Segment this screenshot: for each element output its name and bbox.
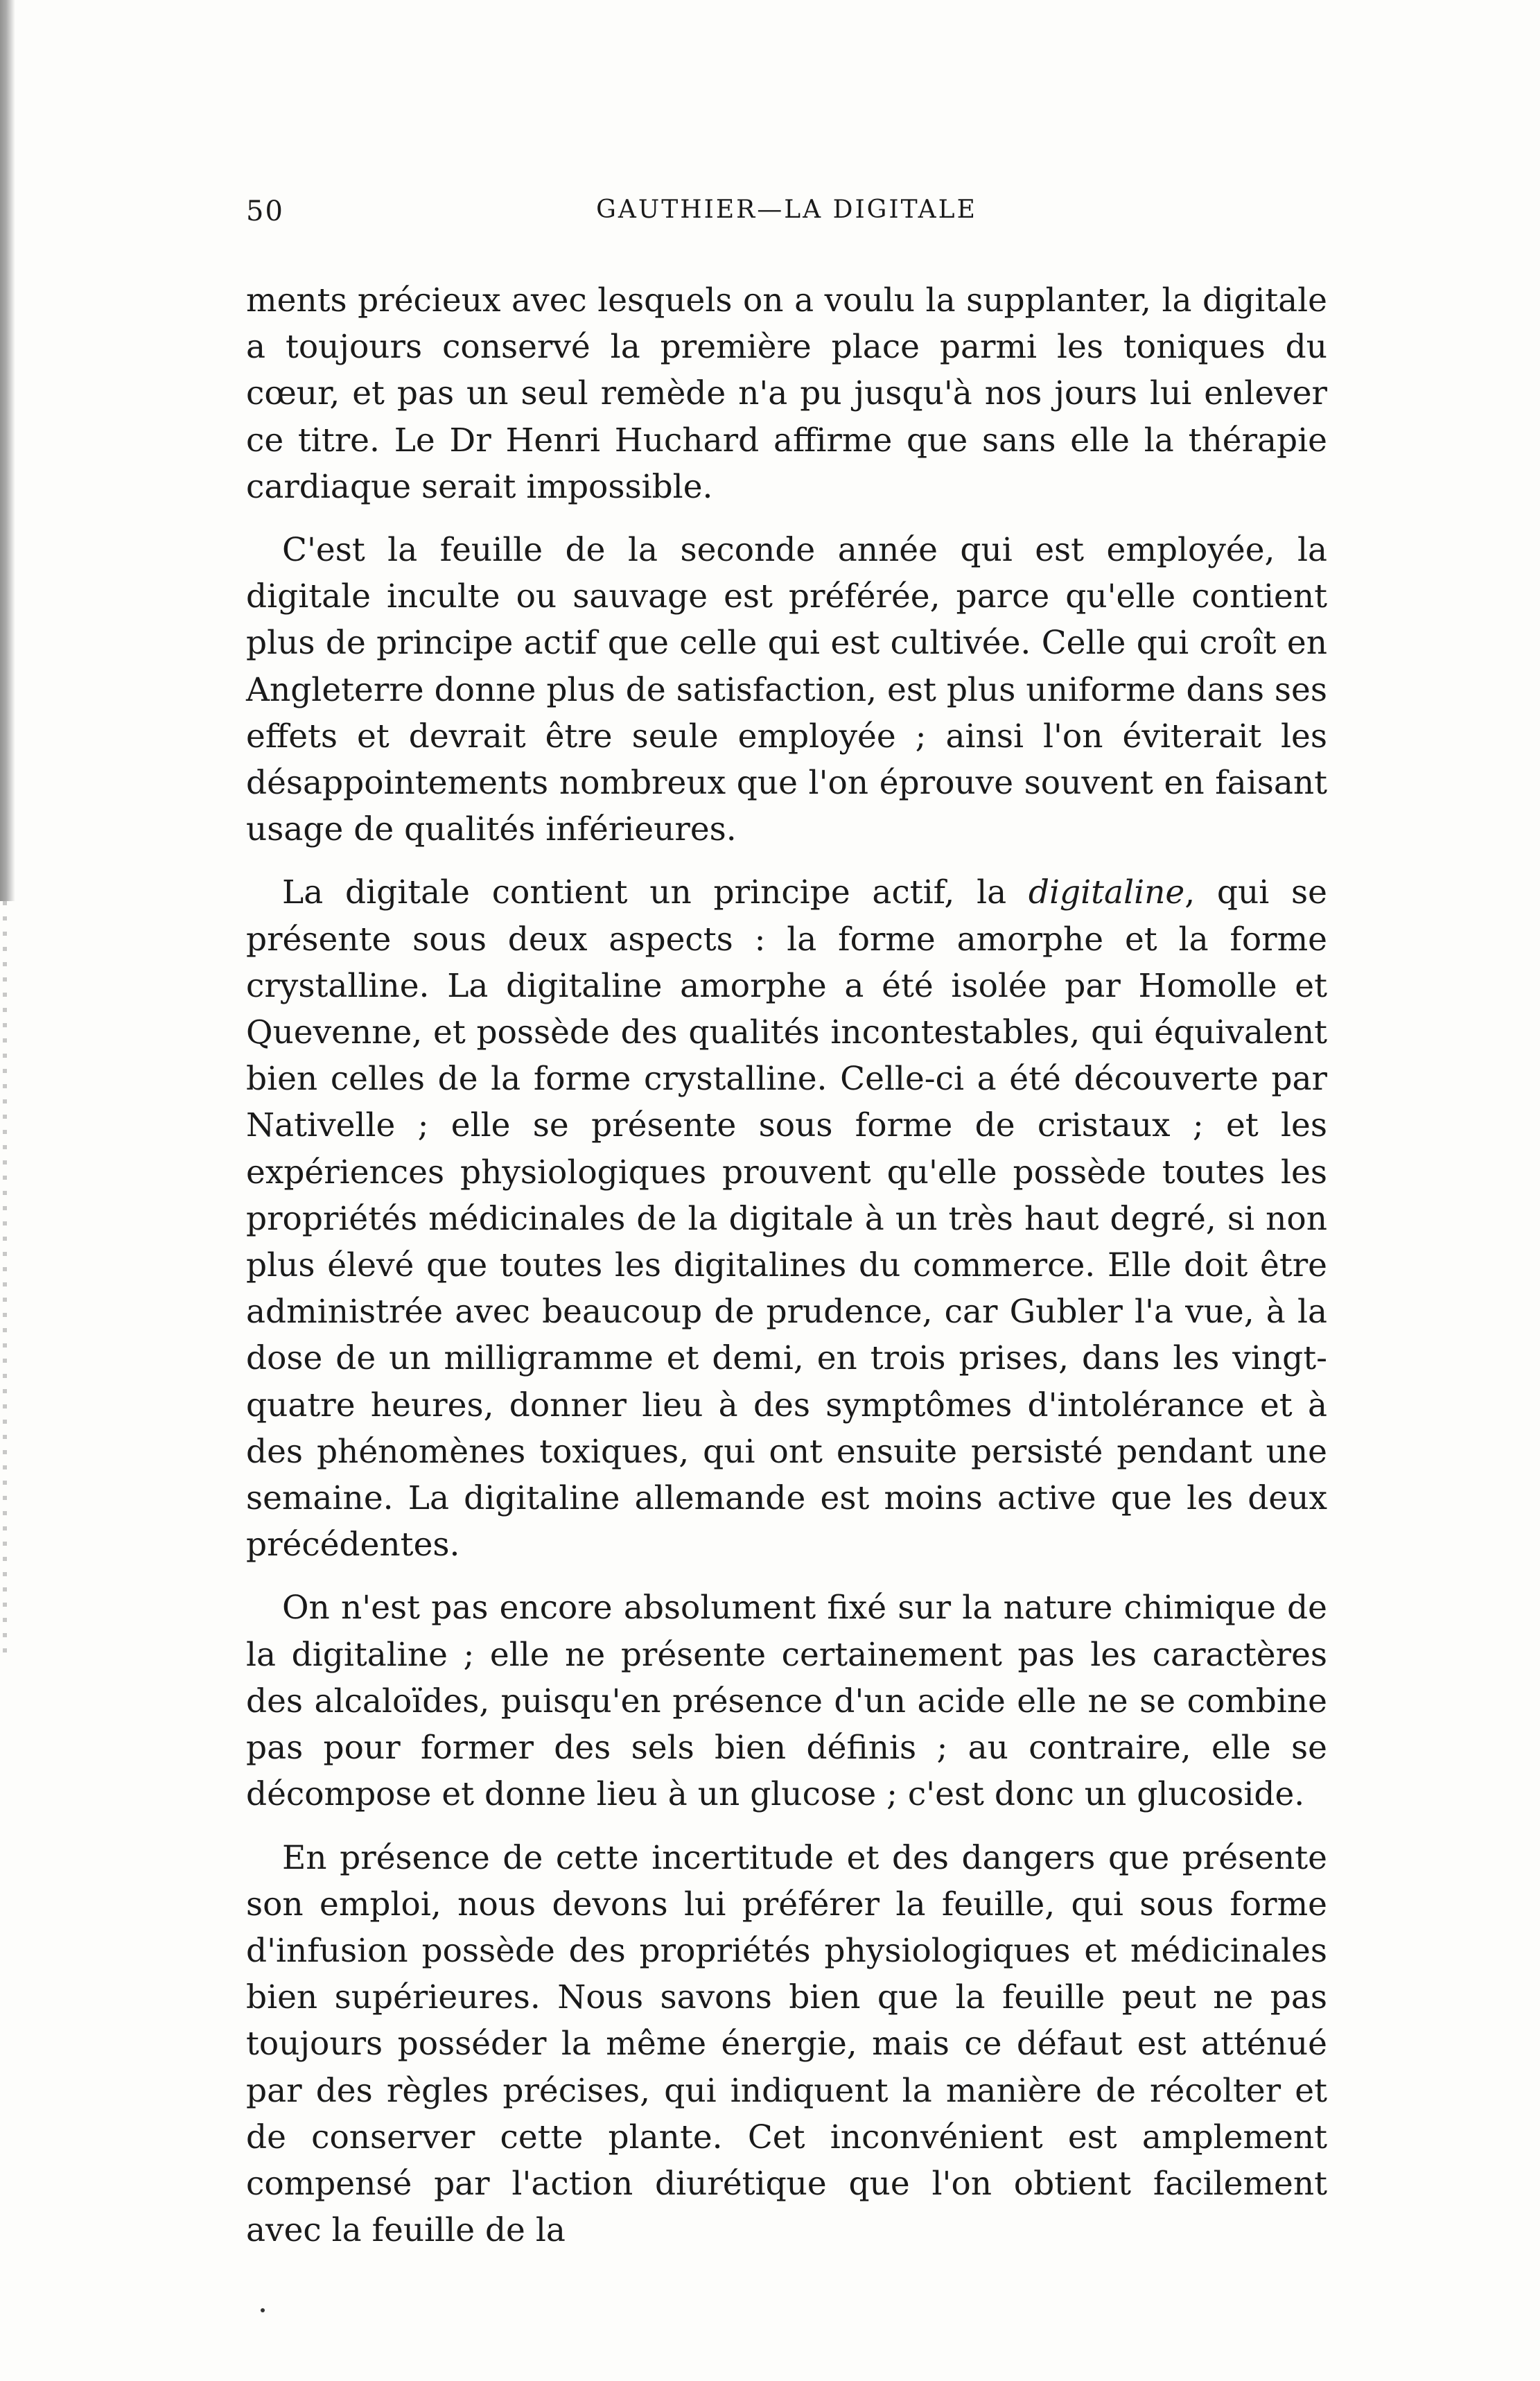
scan-speck [261, 2308, 265, 2312]
binding-shadow [0, 0, 15, 901]
binding-dots [3, 901, 7, 1664]
paragraph-5: En présence de cette incertitude et des dangers que présente son emploi, nous devons lui préférer la feuille, qui sous forme d'infusion possède des propriétés physiologiques et médicinales bien supérieures. Nous savons bien que la feuille peut ne pas toujours posséder la même énergie, mais ce défaut est atténué par des règles précises, qui indiquent la manière de récolter et de conserver cette plante. Cet inconvénient est amplement compensé par l'action diurétique que l'on obtient facilement avec la feuille de la [246, 1838, 1327, 2250]
paragraph-2: C'est la feuille de la seconde année qui est employée, la digitale inculte ou sauvage est préférée, parce qu'elle contient plus de principe actif que celle qui est cultivée. Celle qui croît en Angleterre donne plus de satisfaction, est plus uniforme dans ses effets et devrait être seule employée ; ainsi l'on éviterait les désappointements nombreux que l'on éprouve souvent en faisant usage de qualités inférieures. [246, 531, 1327, 849]
digitaline-italic: digitaline [1028, 873, 1185, 912]
body-text [246, 277, 1327, 2270]
paragraph-3 [246, 869, 1327, 1568]
running-head [246, 195, 1327, 244]
paragraph-3-before: La digitale contient un principe actif, la [282, 873, 1029, 912]
paragraph-1: ments précieux avec lesquels on a voulu la supplanter, la digitale a toujours conservé la première place parmi les toniques du cœur, et pas un seul remède n'a pu jusqu'à nos jours lui enlever ce titre. Le Dr Henri Huchard affirme que sans elle la thérapie cardiaque serait impossible. [246, 281, 1327, 506]
page-number: 50 [246, 195, 284, 227]
running-title: GAUTHIER—LA DIGITALE [596, 195, 977, 224]
paragraph-3-after: , qui se présente sous deux aspects : la forme amorphe et la forme crystalline. La digitaline amorphe a été isolée par Homolle et Quevenne, et possède des qualités incontestables, qui équivalent bien celles de la forme crystalline. Celle-ci a été découverte par Nativelle ; elle se présente sous forme de cristaux ; et les expériences physiologiques prouvent qu'elle possède toutes les propriétés médicinales de la digitale à un très haut degré, si non plus élevé que toutes les digitalines du commerce. Elle doit être administrée avec beaucoup de prudence, car Gubler l'a vue, à la dose de un milligramme et demi, en trois prises, dans les vingt-quatre heures, donner lieu à des symptômes d'intolérance et à des phénomènes toxiques, qui ont ensuite persisté pendant une semaine. La digitaline allemande est moins active que les deux précédentes. [246, 873, 1327, 1564]
paragraph-4: On n'est pas encore absolument fixé sur la nature chimique de la digitaline ; elle ne présente certainement pas les caractères des alcaloïdes, puisqu'en présence d'un acide elle ne se combine pas pour former des sels bien définis ; au contraire, elle se décompose et donne lieu à un glucose ; c'est donc un glucoside. [246, 1589, 1327, 1814]
